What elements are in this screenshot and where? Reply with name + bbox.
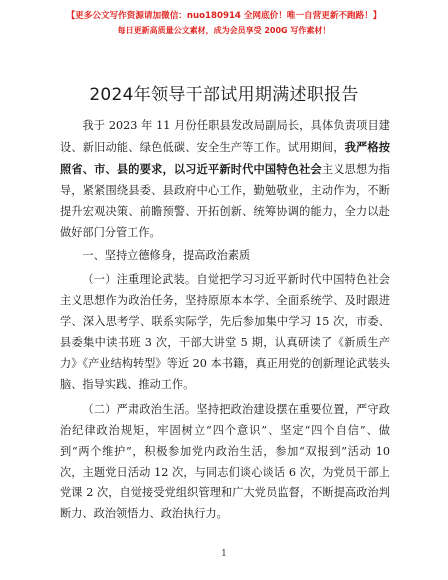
intro-paragraph bbox=[60, 116, 390, 243]
page-number: 1 bbox=[221, 549, 227, 559]
document-title: 2024年领导干部试用期满述职报告 bbox=[89, 85, 359, 105]
promo-banner-line-2: 每日更新高质量公文素材，成为会员享受 200G 写作素材！ bbox=[117, 26, 331, 35]
intro-text-bold: 我严格按照省、市、县的要求，以习近平新时代中国特色社会 bbox=[60, 139, 390, 176]
promo-banner bbox=[0, 10, 448, 37]
section-item-1: （一）注重理论武装。自觉把学习习近平新时代中国特色社会主义思想作为政治任务，坚持原原本本学、全面系统学、及时跟进学、深入思考学、联系实际学，先后参加集中学习 15 次，市委、县委集中读书班 3 次，干部大讲堂 5 期，认真研读了《新质生产力》《产业结构转型》等近 20 本书籍，真正用党的创新理论武装头脑、指导实践、推动工作。 bbox=[60, 273, 390, 391]
document-body bbox=[60, 116, 390, 525]
promo-banner-line-1: 【更多公文写作资源请加微信：nuo180914 全网底价！唯一自营更新不跑路！】 bbox=[66, 11, 382, 21]
intro-text-2: 主义思想为指导，紧紧围绕县委、县政府中心工作，勤勉敬业，主动作为，不断提升宏观决策、前瞻预警、开拓创新、统筹协调的能力，全力以赴做好部门分管工作。 bbox=[60, 162, 390, 239]
section-heading: 一、坚持立德修身，提高政治素质 bbox=[82, 249, 251, 263]
intro-text-1: 我于 2023 年 11 月份任职县发改局副局长，具体负责项目建设、新旧动能、绿色低碳、安全生产等工作。试用期间， bbox=[60, 119, 390, 154]
section-item-2: （二）严肃政治生活。坚持把政治建设摆在重要位置，严守政治纪律政治规矩，牢固树立“四个意识”、坚定“四个自信”、做到“两个维护”，积极参加党内政治生活，参加“双报到”活动 10 次，主题党日活动 12 次，与同志们谈心谈话 6 次，为党员干部上党课 2 次，自觉接受党组织管理和广大党员监督，不断提高政治判断力、政治领悟力、政治执行力。 bbox=[60, 402, 390, 521]
